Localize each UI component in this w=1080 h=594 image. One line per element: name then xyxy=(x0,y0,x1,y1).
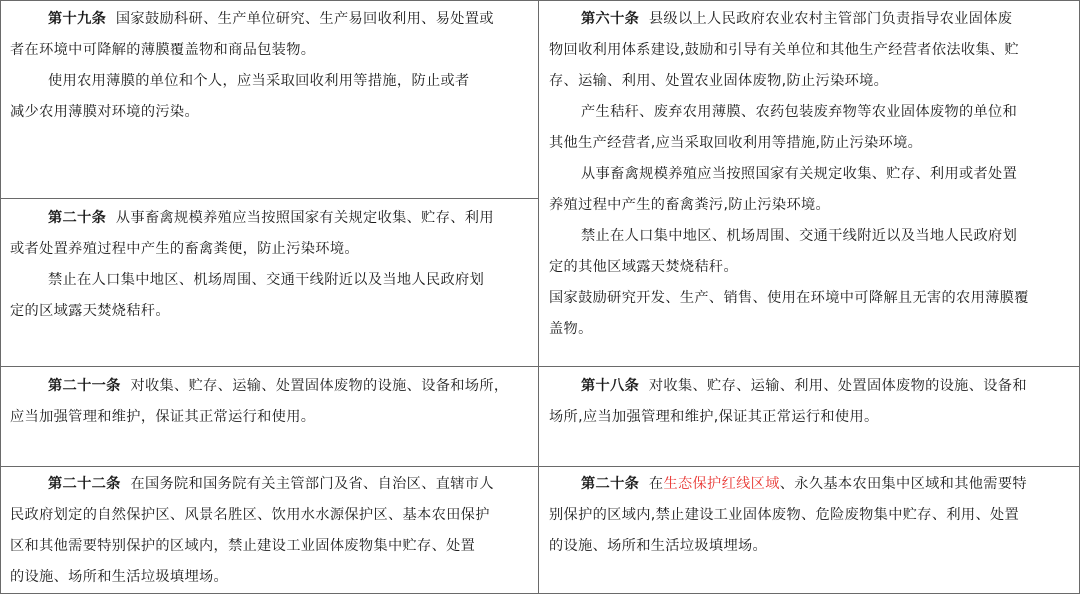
text-line: 在国务院和国务院有关主管部门及省、自治区、直辖市人 xyxy=(130,476,494,492)
text-line: 民政府划定的自然保护区、风景名胜区、饮用水水源保护区、基本农田保护 xyxy=(10,507,490,523)
text-line: 者在环境中可降解的薄膜覆盖物和商品包装物。 xyxy=(10,42,316,58)
paragraph xyxy=(549,371,1069,402)
article-number: 第十八条 xyxy=(581,378,640,394)
highlighted-term: 生态保护红线区域 xyxy=(663,476,780,492)
right-article-18 xyxy=(539,367,1079,466)
text-line: 的设施、场所和生活垃圾填埋场。 xyxy=(10,569,229,585)
left-article-20 xyxy=(0,199,538,366)
text-line: 禁止在人口集中地区、机场周围、交通干线附近以及当地人民政府划 xyxy=(581,228,1018,244)
left-article-21 xyxy=(0,367,538,466)
text-line: 国家鼓励研究开发、生产、销售、使用在环境中可降解且无害的农用薄膜覆 xyxy=(549,290,1029,306)
text-line: 定的其他区域露天焚烧秸秆。 xyxy=(549,259,738,275)
paragraph xyxy=(10,4,528,35)
paragraph xyxy=(10,469,528,500)
text-line: 国家鼓励科研、生产单位研究、生产易回收利用、易处置或 xyxy=(115,11,494,27)
right-article-20 xyxy=(539,467,1079,593)
paragraph xyxy=(549,4,1069,35)
text-line: 其他生产经营者,应当采取回收利用等措施,防止污染环境。 xyxy=(549,135,923,151)
article-number: 第二十条 xyxy=(581,476,640,492)
text-line: 使用农用薄膜的单位和个人，应当采取回收利用等措施，防止或者 xyxy=(48,73,470,89)
article-number: 第十九条 xyxy=(48,11,107,27)
text-line: 禁止在人口集中地区、机场周围、交通干线附近以及当地人民政府划 xyxy=(48,272,485,288)
text-line: 别保护的区域内,禁止建设工业固体废物、危险废物集中贮存、利用、处置 xyxy=(549,507,1020,523)
text-line: 对收集、贮存、运输、利用、处置固体废物的设施、设备和 xyxy=(648,378,1027,394)
text-line: 盖物。 xyxy=(549,321,593,337)
text-line: 场所,应当加强管理和维护,保证其正常运行和使用。 xyxy=(549,409,879,425)
article-number: 第二十二条 xyxy=(48,476,121,492)
article-number: 第二十条 xyxy=(48,210,107,226)
text-line: 产生秸秆、废弃农用薄膜、农药包装废弃物等农业固体废物的单位和 xyxy=(581,104,1018,120)
text-line: 减少农用薄膜对环境的污染。 xyxy=(10,104,199,120)
text-line: 对收集、贮存、运输、处置固体废物的设施、设备和场所， xyxy=(130,378,509,394)
article-number: 第二十一条 xyxy=(48,378,121,394)
paragraph xyxy=(10,371,528,402)
text-line: 从事畜禽规模养殖应当按照国家有关规定收集、贮存、利用或者处置 xyxy=(581,166,1018,182)
text-line: 从事畜禽规模养殖应当按照国家有关规定收集、贮存、利用 xyxy=(115,210,494,226)
left-article-22 xyxy=(0,467,538,593)
text-segment: 在 xyxy=(648,476,664,492)
paragraph xyxy=(10,203,528,234)
text-line: 或者处置养殖过程中产生的畜禽粪便，防止污染环境。 xyxy=(10,241,359,257)
text-segment: 、永久基本农田集中区域和其他需要特 xyxy=(779,476,1027,492)
text-line: 应当加强管理和维护，保证其正常运行和使用。 xyxy=(10,409,316,425)
right-article-60 xyxy=(539,0,1079,366)
text-line: 县级以上人民政府农业农村主管部门负责指导农业固体废 xyxy=(648,11,1013,27)
text-line: 的设施、场所和生活垃圾填埋场。 xyxy=(549,538,768,554)
text-line: 区和其他需要特别保护的区域内，禁止建设工业固体废物集中贮存、处置 xyxy=(10,538,476,554)
article-number: 第六十条 xyxy=(581,11,640,27)
text-line: 存、运输、利用、处置农业固体废物,防止污染环境。 xyxy=(549,73,889,89)
paragraph xyxy=(549,469,1069,500)
left-article-19 xyxy=(0,0,538,198)
text-line: 物回收利用体系建设,鼓励和引导有关单位和其他生产经营者依法收集、贮 xyxy=(549,42,1020,58)
text-line: 定的区域露天焚烧秸秆。 xyxy=(10,303,170,319)
text-line: 养殖过程中产生的畜禽粪污,防止污染环境。 xyxy=(549,197,831,213)
